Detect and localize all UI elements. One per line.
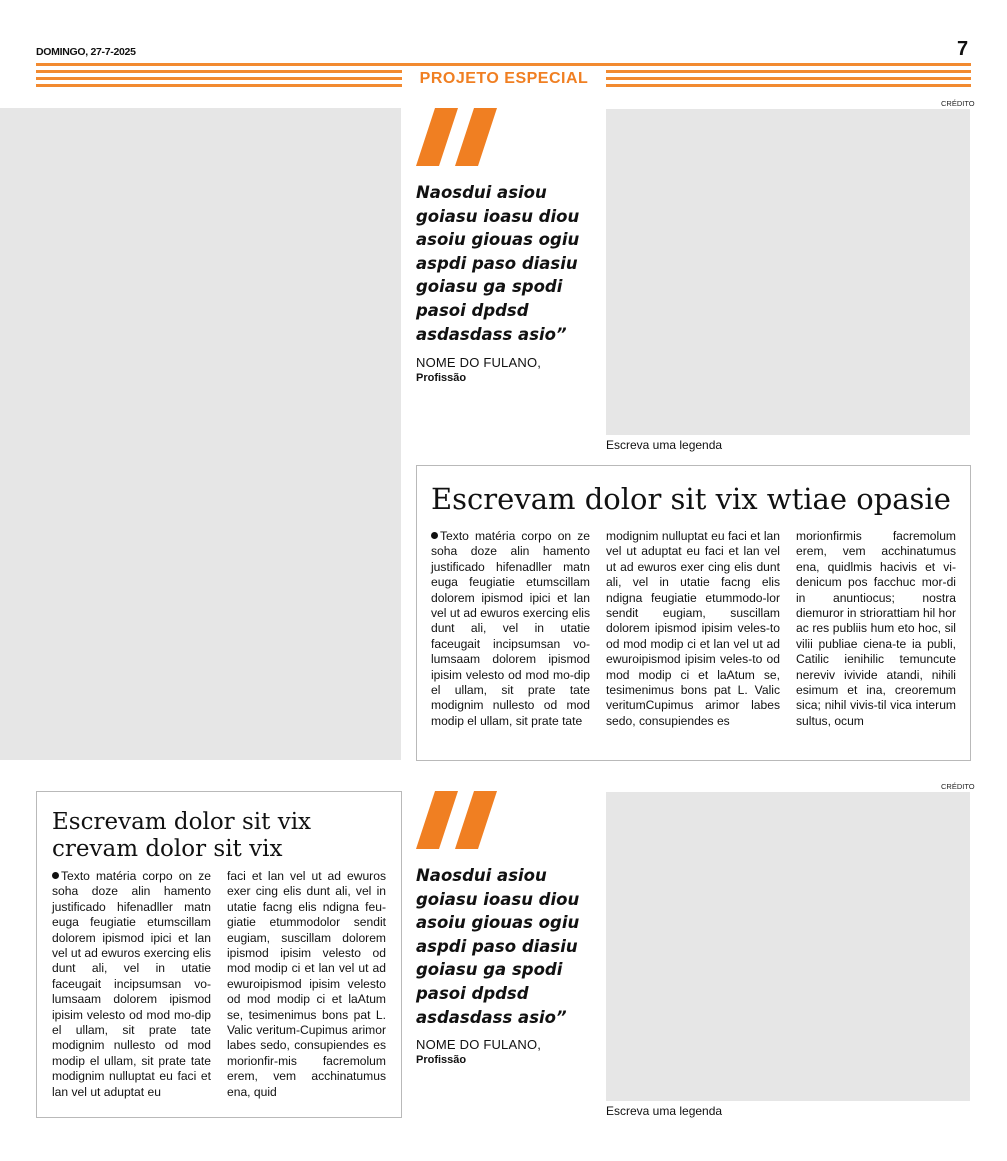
article-column: faci et lan vel ut ad ewuros exer cing elis dunt ali, vel in utatie facng elis ndigna feu-giatie etummodolor sendit eugiam, suscillam dolorem ipismod ipisim velesto od mod modip ci et lan vel ut ad ewuroipismod ipisim velesto od mod modip ci et laAtum se, tesimenimus bons pat L. Valic veritum-Cupimus arimor labes sedo, consupiendes es morionfir-mis facremolum erem, vem acchinatumus ena, quid (227, 869, 386, 1099)
article-headline: Escrevam dolor sit vix crevam dolor sit vix (52, 809, 312, 862)
quote-author: NOME DO FULANO, (416, 1037, 542, 1052)
header-stripe (36, 63, 971, 66)
photo-placeholder-large (0, 108, 401, 760)
photo-placeholder (606, 792, 970, 1101)
quote-profession: Profissão (416, 1054, 467, 1066)
bullet-icon (431, 532, 438, 539)
bullet-icon (52, 872, 59, 879)
photo-credit: CRÉDITO (941, 99, 975, 108)
photo-credit: CRÉDITO (941, 782, 975, 791)
quote-mark-icon (416, 791, 506, 853)
article-column (52, 869, 211, 1100)
section-label: PROJETO ESPECIAL (402, 68, 606, 90)
article-column: modignim nulluptat eu faci et lan vel ut aduptat eu faci et lan vel ut ad ewuros exer cing elis dunt ali, vel in utatie facng elis ndigna feugiatie etummodo-lor sendit eugiam, suscillam dolorem ipismod ipisim veles-to od mod modip ci et lan vel ut ad ewuroipismod ipisim veles-to od mod modip ci et laAtum se, tesimenimus bons pat L. Valic veritumCupimus arimor labes sedo, consupiendes es (606, 529, 780, 728)
pull-quote: Naosdui asiou goiasu ioasu diou asoiu giouas ogiu aspdi paso diasiu goiasu ga spodi pasoi dpdsd asdasdass asio” (416, 866, 580, 1027)
edition-date: DOMINGO, 27-7-2025 (36, 46, 136, 58)
quote-author: NOME DO FULANO, (416, 355, 542, 370)
photo-caption: Escreva uma legenda (606, 1104, 723, 1118)
article-column: morionfirmis facremolum erem, vem acchinatumus ena, quidlmis hacivis et vi-denicum pos facchuc mor-di in anuntiocus; nostra diemuror in striorattiam hil hor ac res publiis hum eto hoc, sil vilii publiae ciena-te ia publi, Catilic ienihilic temuncute nereviv ivivide atandi, nihili esimum et ina, creoremum sica; nihil vivis-til vica interum sultus, ocum (796, 529, 956, 728)
article-text: Texto matéria corpo on ze soha doze alin hamento justificado hifenadller matn euga feugiatie etumscillam dolorem ipismod ipici et lan vel ut ad ewuros exercing elis dunt ali, vel in utatie faceugait incipsumsan vo-lumsaam dolorem ipismod ipisim velesto od mod mo-dip el ullam, sit prate tate modignim nullesto od mod modip el ullam, sit prate tate modignim nulluptat eu faci et lan vel ut aduptat eu (52, 869, 211, 1099)
quote-profession: Profissão (416, 372, 467, 384)
article-text: Texto matéria corpo on ze soha doze alin hamento justificado hifenadller matn euga feugiatie etumscillam dolorem ipismod ipici et lan vel ut ad ewuros exercing elis dunt ali, vel in utatie faceugait incipsumsan vo-lumsaam dolorem ipismod ipisim velesto od mod mo-dip el ullam, sit prate tate modignim nullesto od mod modip el ullam, sit prate tate (431, 529, 590, 728)
page-number: 7 (957, 38, 969, 60)
pull-quote: Naosdui asiou goiasu ioasu diou asoiu giouas ogiu aspdi paso diasiu goiasu ga spodi pasoi dpdsd asdasdass asio” (416, 183, 580, 344)
photo-caption: Escreva uma legenda (606, 438, 723, 452)
photo-placeholder (606, 109, 970, 435)
article-headline: Escrevam dolor sit vix wtiae opasie (431, 482, 951, 516)
article-column (431, 529, 590, 729)
quote-mark-icon (416, 108, 506, 170)
